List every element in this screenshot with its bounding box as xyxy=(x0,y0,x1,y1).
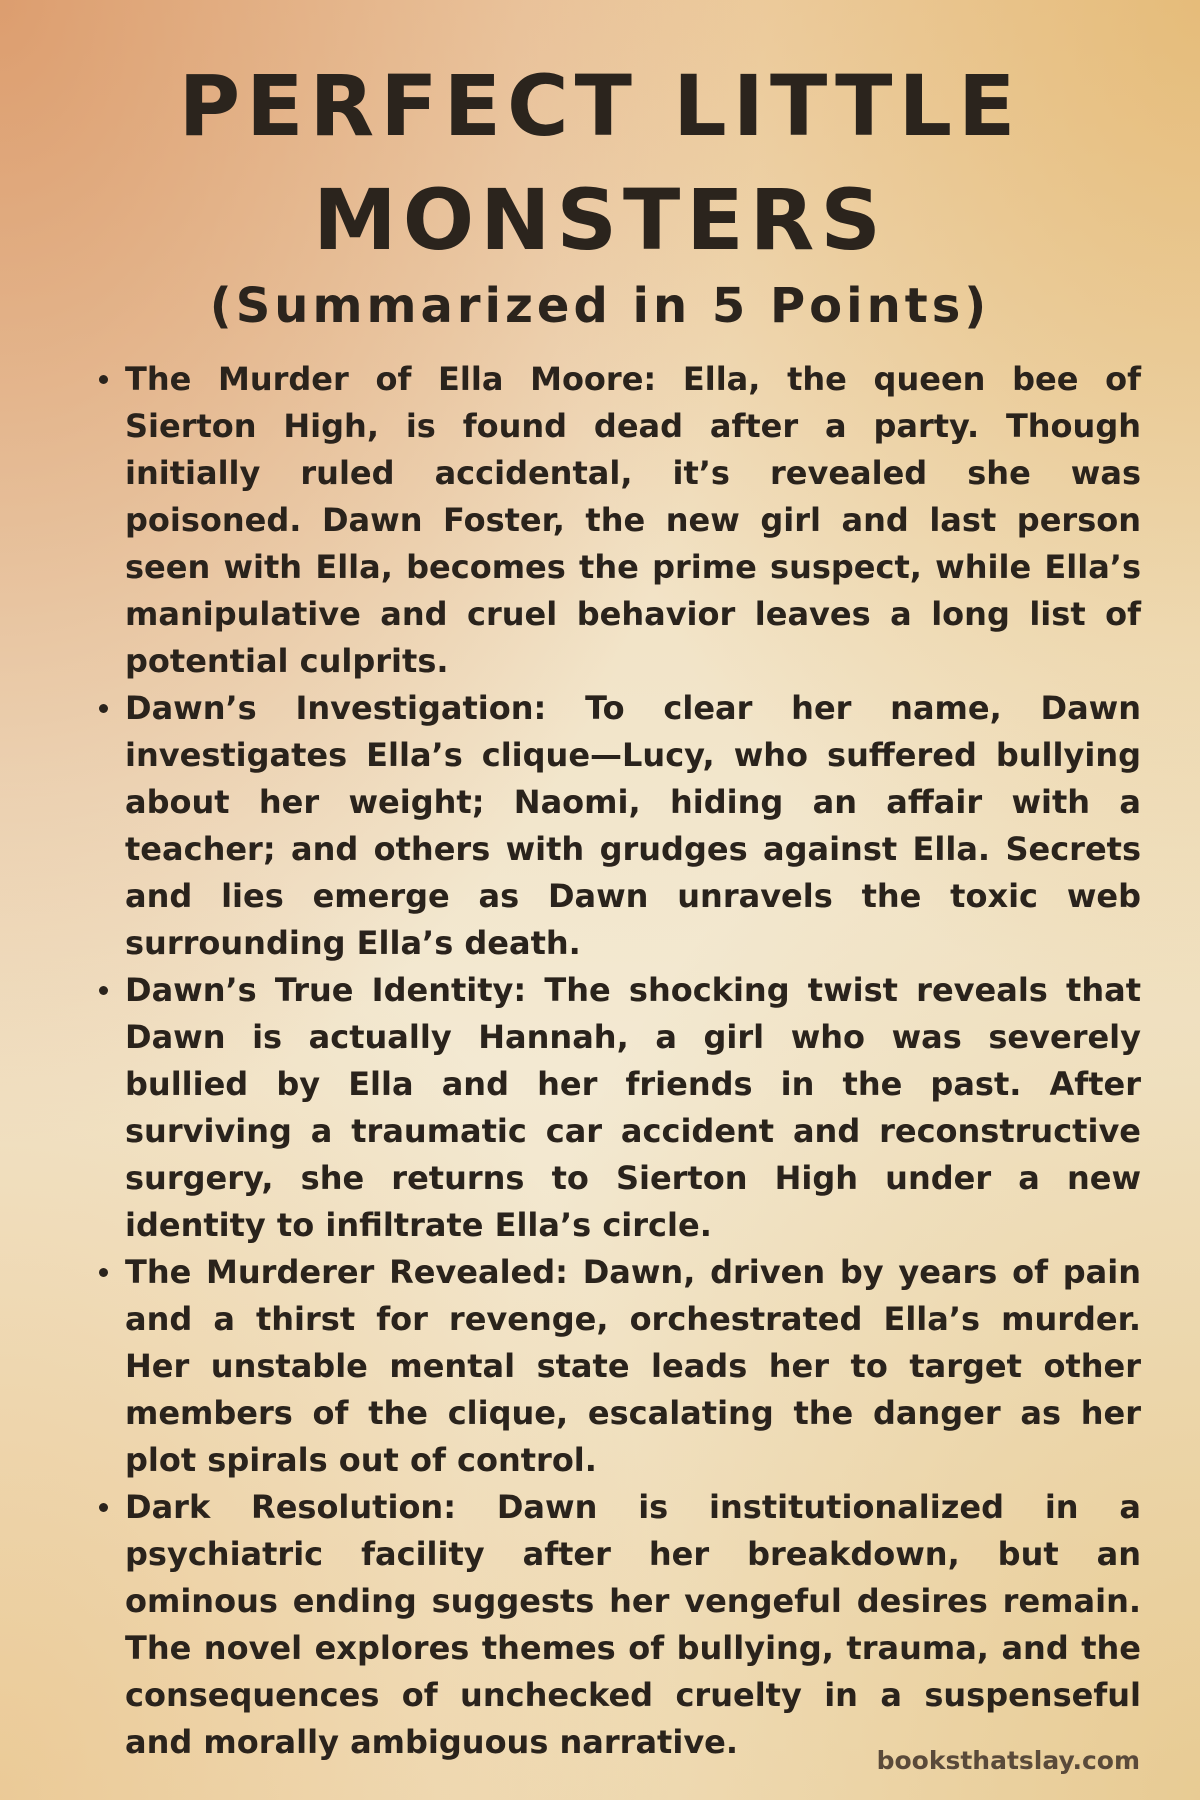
summary-point-4 xyxy=(125,1249,1141,1484)
bullet-icon xyxy=(99,1503,108,1512)
summary-point-text: The Murder of Ella Moore: Ella, the queen bee of Sierton High, is found dead after a party. Though initially ruled accidental, it’s revealed she was poisoned. Dawn Foster, the new girl and last person seen with Ella, becomes the prime suspect, while Ella’s manipulative and cruel behavior leaves a long list of potential culprits. xyxy=(125,360,1141,680)
bullet-icon xyxy=(99,704,108,713)
summary-point-5 xyxy=(125,1484,1141,1766)
bullet-icon xyxy=(99,1268,108,1277)
title-line-2: MONSTERS xyxy=(313,171,887,269)
summary-points-list xyxy=(125,356,1141,1766)
summary-point-2 xyxy=(125,685,1141,967)
title-line-1: PERFECT LITTLE xyxy=(178,57,1022,155)
summary-point-text: Dawn’s Investigation: To clear her name, Dawn investigates Ella’s clique—Lucy, who suffered bullying about her weight; Naomi, hiding an affair with a teacher; and others with grudges against Ella. Secrets and lies emerge as Dawn unravels the toxic web surrounding Ella’s death. xyxy=(125,689,1141,962)
bullet-icon xyxy=(99,986,108,995)
summary-point-text: The Murderer Revealed: Dawn, driven by years of pain and a thirst for revenge, orchestrated Ella’s murder. Her unstable mental state leads her to target other members of the clique, escalating the danger as her plot spirals out of control. xyxy=(125,1253,1141,1479)
summary-point-text: Dawn’s True Identity: The shocking twist reveals that Dawn is actually Hannah, a girl who was severely bullied by Ella and her friends in the past. After surviving a traumatic car accident and reconstructive surgery, she returns to Sierton High under a new identity to infiltrate Ella’s circle. xyxy=(125,971,1141,1244)
summary-point-3 xyxy=(125,967,1141,1249)
footer-site-credit: booksthatslay.com xyxy=(876,1746,1140,1775)
bullet-icon xyxy=(99,375,108,384)
summary-point-text: Dark Resolution: Dawn is institutionalized in a psychiatric facility after her breakdown, but an ominous ending suggests her vengeful desires remain. The novel explores themes of bullying, trauma, and the consequences of unchecked cruelty in a suspenseful and morally ambiguous narrative. xyxy=(125,1488,1141,1761)
summary-point-1 xyxy=(125,356,1141,685)
subtitle: (Summarized in 5 Points) xyxy=(209,278,991,334)
